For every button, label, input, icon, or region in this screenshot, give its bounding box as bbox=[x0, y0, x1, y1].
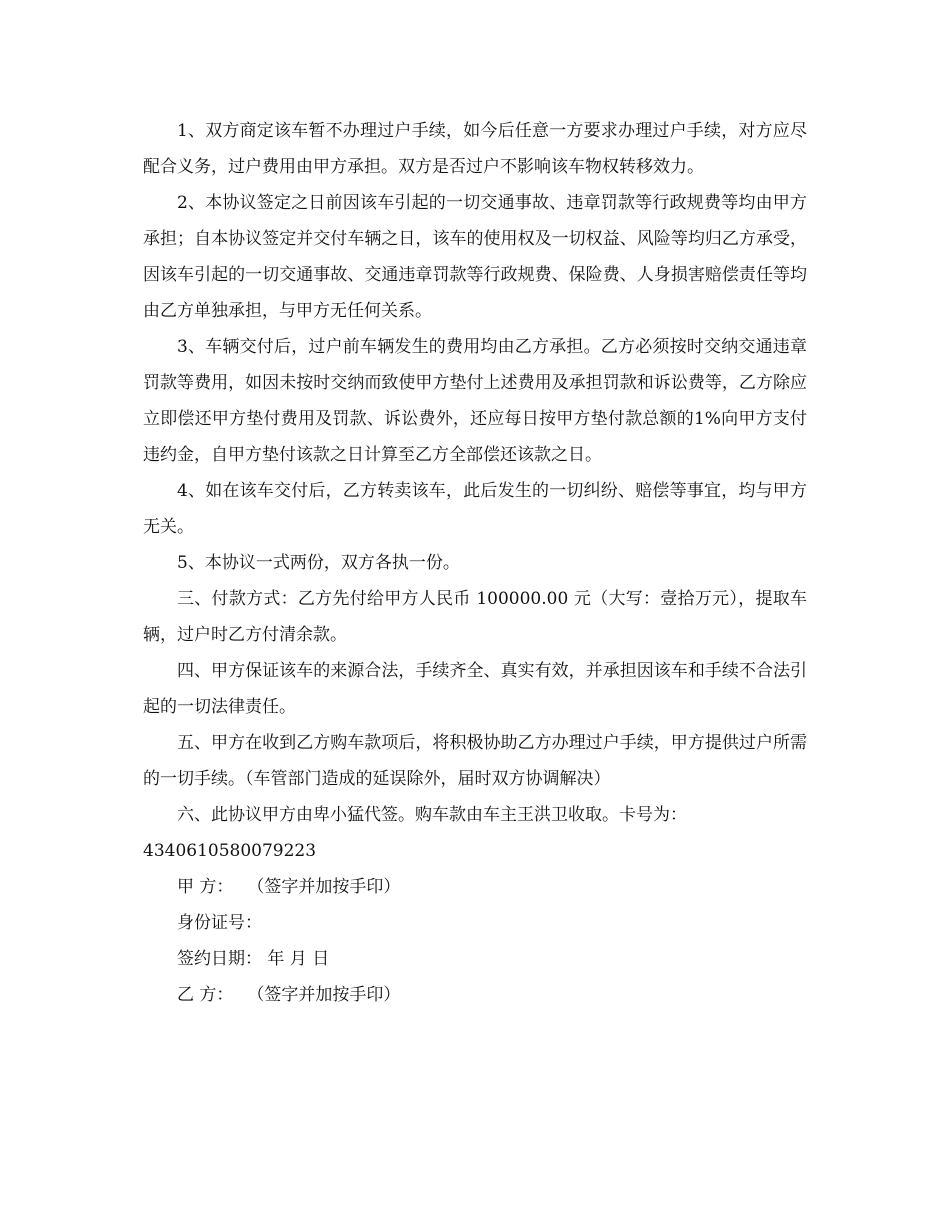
party-a-line bbox=[143, 869, 807, 905]
section-guarantee: 四、甲方保证该车的来源合法，手续齐全、真实有效，并承担因该车和手续不合法引起的一切法律责任。 bbox=[143, 661, 807, 717]
clause-1: 1、双方商定该车暂不办理过户手续，如今后任意一方要求办理过户手续，对方应尽配合义务，过户费用由甲方承担。双方是否过户不影响该车物权转移效力。 bbox=[143, 121, 807, 177]
signing-date-line: 签约日期： 年 月 日 bbox=[177, 949, 330, 969]
party-a-label: 甲 方： bbox=[177, 877, 234, 897]
section-transfer: 五、甲方在收到乙方购车款项后，将积极协助乙方办理过户手续，甲方提供过户所需的一切手续。（车管部门造成的延误除外，届时双方协调解决） bbox=[143, 733, 807, 789]
contract-page bbox=[143, 113, 807, 1013]
id-number-line: 身份证号： bbox=[177, 913, 262, 933]
party-b-line bbox=[143, 977, 807, 1013]
section-payment: 三、付款方式：乙方先付给甲方人民币 100000.00 元（大写：壹拾万元），提取车辆，过户时乙方付清余款。 bbox=[143, 589, 807, 645]
clause-2: 2、本协议签定之日前因该车引起的一切交通事故、违章罚款等行政规费等均由甲方承担；自本协议签定并交付车辆之日，该车的使用权及一切权益、风险等均归乙方承受，因该车引起的一切交通事故、交通违章罚款等行政规费、保险费、人身损害赔偿责任等均由乙方单独承担，与甲方无任何关系。 bbox=[143, 193, 807, 321]
clause-3: 3、车辆交付后，过户前车辆发生的费用均由乙方承担。乙方必须按时交纳交通违章罚款等费用，如因未按时交纳而致使甲方垫付上述费用及承担罚款和诉讼费等，乙方除应立即偿还甲方垫付费用及罚款、诉讼费外，还应每日按甲方垫付款总额的1%向甲方支付违约金，自甲方垫付该款之日计算至乙方全部偿还该款之日。 bbox=[143, 337, 807, 465]
party-b-signature-note: （签字并加按手印） bbox=[247, 985, 401, 1005]
section-signing-proxy: 六、此协议甲方由卑小猛代签。购车款由车主王洪卫收取。卡号为： bbox=[177, 805, 687, 825]
card-number: 4340610580079223 bbox=[143, 841, 317, 861]
clause-4: 4、如在该车交付后，乙方转卖该车，此后发生的一切纠纷、赔偿等事宜，均与甲方无关。 bbox=[143, 481, 807, 537]
party-b-label: 乙 方： bbox=[177, 985, 234, 1005]
clause-5: 5、本协议一式两份，双方各执一份。 bbox=[177, 553, 460, 573]
party-a-signature-note: （签字并加按手印） bbox=[247, 877, 401, 897]
